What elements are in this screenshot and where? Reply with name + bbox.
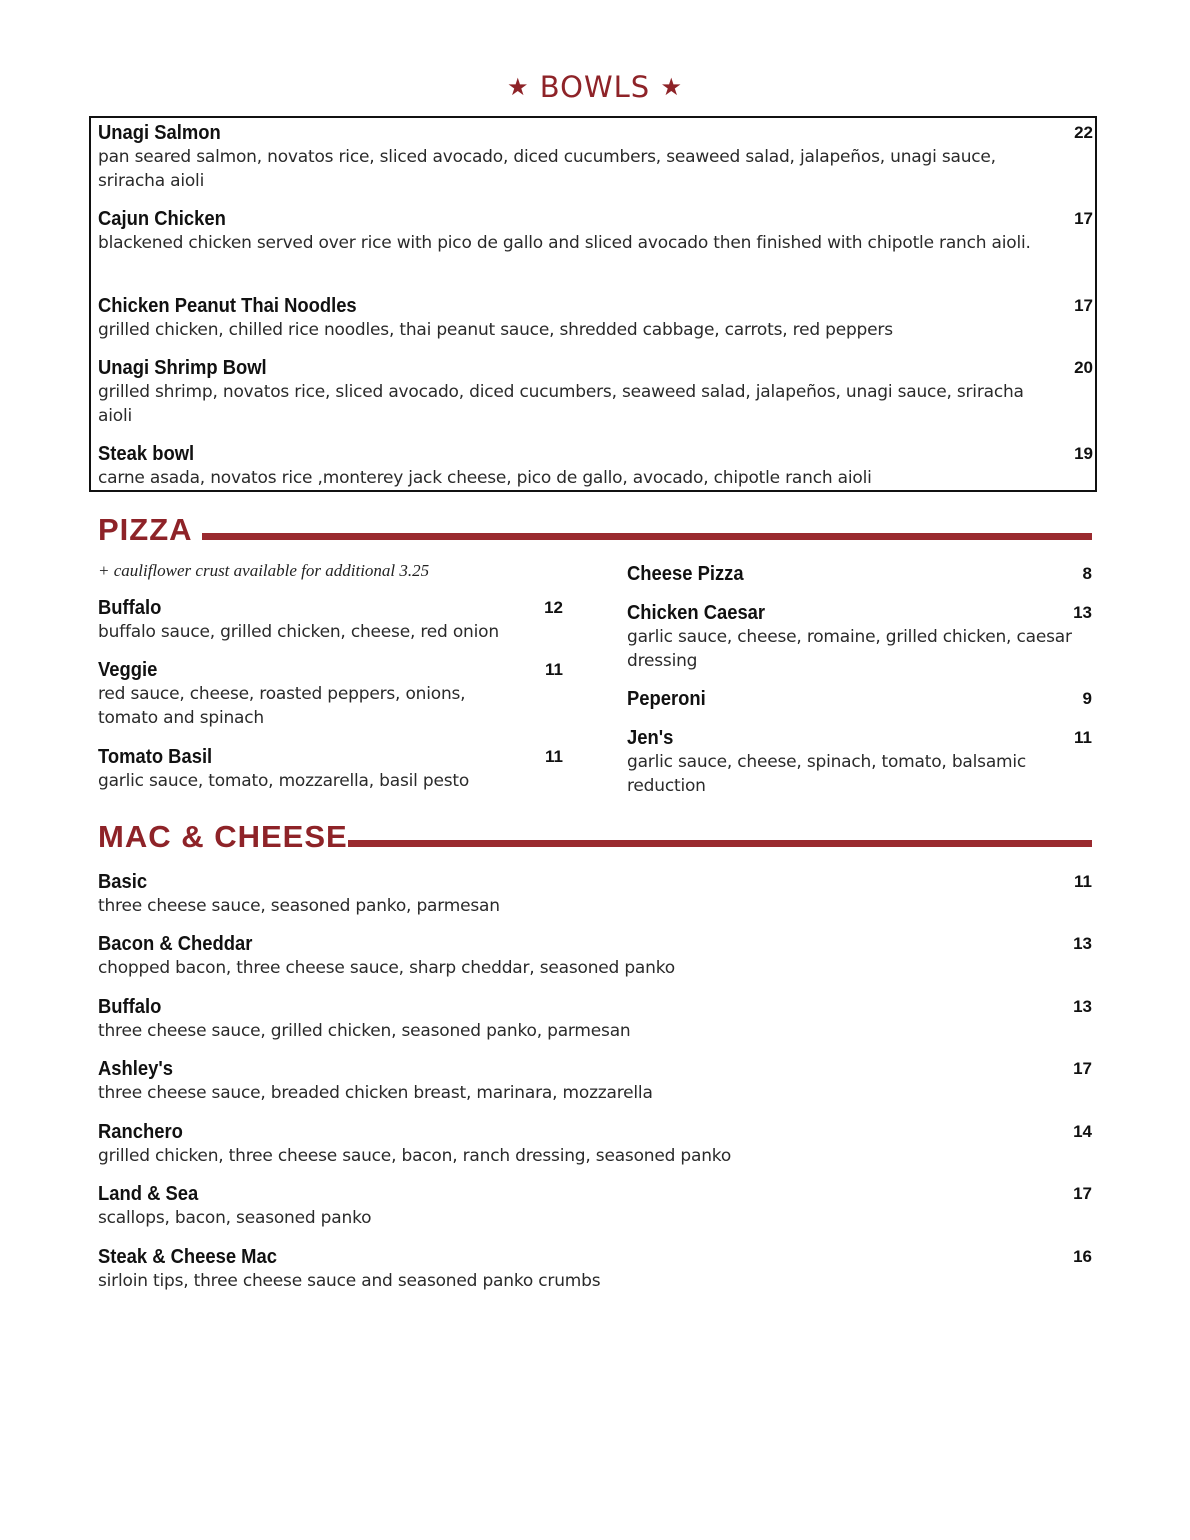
item-name: Land & Sea: [98, 1183, 199, 1205]
item-price: 12: [544, 598, 563, 617]
bowl-item: [98, 294, 1093, 342]
item-price: 14: [1073, 1122, 1092, 1141]
item-price: 13: [1073, 603, 1092, 622]
pizza-item: [627, 601, 1092, 673]
item-name: Cheese Pizza: [627, 563, 744, 585]
item-name: Jen's: [627, 727, 674, 749]
mac-item: [98, 932, 1092, 980]
mac-item: [98, 1245, 1092, 1293]
item-price: 17: [1073, 1184, 1092, 1203]
item-name: Steak & Cheese Mac: [98, 1246, 277, 1268]
mac-cheese-heading: MAC & CHEESE: [98, 819, 348, 854]
item-name: Basic: [98, 871, 148, 893]
item-description: garlic sauce, tomato, mozzarella, basil pesto: [98, 771, 470, 791]
item-price: 19: [1074, 444, 1093, 463]
mac-cheese-divider: [348, 840, 1092, 847]
mac-item: [98, 995, 1092, 1043]
cauliflower-note: + cauliflower crust available for additional 3.25: [98, 561, 430, 580]
item-name: Peperoni: [627, 688, 706, 710]
item-description: pan seared salmon, novatos rice, sliced avocado, diced cucumbers, seaweed salad, jalapeños, unagi sauce, sriracha aioli: [98, 147, 996, 191]
star-icon: ★: [507, 73, 530, 101]
item-price: 17: [1074, 209, 1093, 228]
item-name: Veggie: [98, 659, 158, 681]
item-description: grilled chicken, three cheese sauce, bacon, ranch dressing, seasoned panko: [98, 1146, 732, 1166]
bowls-title: BOWLS: [539, 70, 651, 104]
pizza-heading: PIZZA: [98, 512, 193, 547]
item-description: carne asada, novatos rice ,monterey jack cheese, pico de gallo, avocado, chipotle ranch aioli: [98, 468, 872, 488]
pizza-item: [98, 658, 563, 730]
pizza-item: [98, 745, 563, 793]
bowl-item: [98, 207, 1093, 255]
item-description: garlic sauce, cheese, romaine, grilled chicken, caesar dressing: [627, 627, 1072, 671]
mac-item: [98, 1182, 1092, 1230]
pizza-item: [627, 687, 1092, 711]
mac-item: [98, 870, 1092, 918]
item-description: three cheese sauce, seasoned panko, parmesan: [98, 896, 500, 916]
item-price: 11: [1074, 872, 1092, 891]
item-price: 11: [1074, 728, 1092, 747]
item-description: red sauce, cheese, roasted peppers, onions, tomato and spinach: [98, 684, 466, 728]
bowls-heading: [0, 70, 1190, 104]
item-price: 13: [1073, 997, 1092, 1016]
item-description: grilled shrimp, novatos rice, sliced avocado, diced cucumbers, seaweed salad, jalapeños, unagi sauce, sriracha aioli: [98, 382, 1024, 426]
item-description: blackened chicken served over rice with pico de gallo and sliced avocado then finished with chipotle ranch aioli.: [98, 233, 1031, 253]
item-name: Buffalo: [98, 996, 162, 1018]
item-description: scallops, bacon, seasoned panko: [98, 1208, 372, 1228]
item-price: 16: [1073, 1247, 1092, 1266]
item-name: Unagi Salmon: [98, 122, 221, 144]
item-name: Chicken Caesar: [627, 602, 766, 624]
bowl-item: [98, 442, 1093, 490]
item-price: 9: [1082, 689, 1092, 708]
pizza-item: [627, 562, 1092, 586]
item-price: 17: [1073, 1059, 1092, 1078]
item-description: chopped bacon, three cheese sauce, sharp cheddar, seasoned panko: [98, 958, 675, 978]
item-price: 17: [1074, 296, 1093, 315]
mac-item: [98, 1120, 1092, 1168]
item-name: Ashley's: [98, 1058, 173, 1080]
pizza-item: [627, 726, 1092, 798]
item-price: 11: [545, 747, 563, 766]
bowl-item: [98, 121, 1093, 193]
item-description: three cheese sauce, breaded chicken breast, marinara, mozzarella: [98, 1083, 653, 1103]
item-description: grilled chicken, chilled rice noodles, thai peanut sauce, shredded cabbage, carrots, red peppers: [98, 320, 893, 340]
star-icon: ★: [660, 73, 683, 101]
item-price: 13: [1073, 934, 1092, 953]
item-description: garlic sauce, cheese, spinach, tomato, balsamic reduction: [627, 752, 1027, 796]
item-price: 20: [1074, 358, 1093, 377]
item-description: buffalo sauce, grilled chicken, cheese, red onion: [98, 622, 499, 642]
item-name: Tomato Basil: [98, 746, 213, 768]
item-price: 11: [545, 660, 563, 679]
item-price: 8: [1082, 564, 1092, 583]
item-name: Unagi Shrimp Bowl: [98, 357, 267, 379]
item-description: three cheese sauce, grilled chicken, seasoned panko, parmesan: [98, 1021, 631, 1041]
mac-item: [98, 1057, 1092, 1105]
pizza-divider: [202, 533, 1092, 540]
item-name: Steak bowl: [98, 443, 195, 465]
item-name: Chicken Peanut Thai Noodles: [98, 295, 357, 317]
item-name: Cajun Chicken: [98, 208, 226, 230]
item-name: Buffalo: [98, 597, 162, 619]
bowl-item: [98, 356, 1093, 428]
item-name: Bacon & Cheddar: [98, 933, 253, 955]
item-name: Ranchero: [98, 1121, 183, 1143]
item-description: sirloin tips, three cheese sauce and seasoned panko crumbs: [98, 1271, 601, 1291]
pizza-item: [98, 596, 563, 644]
item-price: 22: [1074, 123, 1093, 142]
